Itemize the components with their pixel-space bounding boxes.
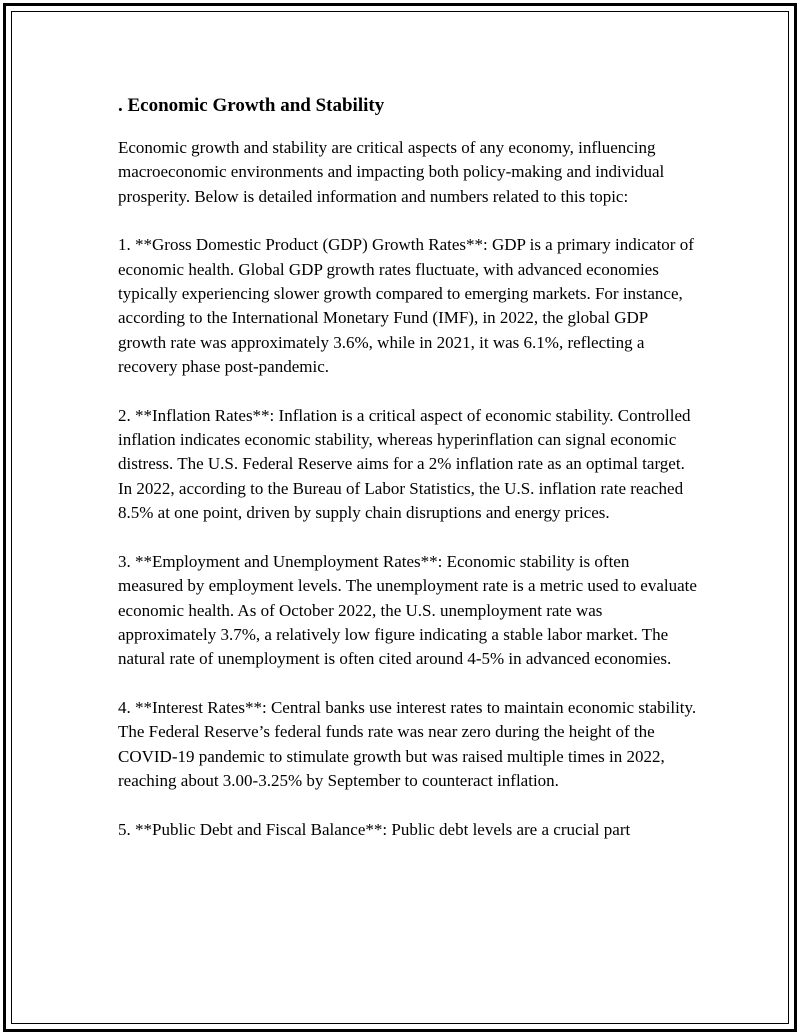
employment-paragraph: 3. **Employment and Unemployment Rates**: Economic stability is often measured by employment levels. The unemployment rate is a metric used to evaluate economic health. As of October 2022, the U.S. unemployment rate was approximately 3.7%, a relatively low figure indicating a stable labor market. The natural rate of unemployment is often cited around 4-5% in advanced economies. bbox=[118, 551, 697, 669]
inflation-paragraph: 2. **Inflation Rates**: Inflation is a critical aspect of economic stability. Controlled inflation indicates economic stability, whereas hyperinflation can signal economic distress. The U.S. Federal Reserve aims for a 2% inflation rate as an optimal target. In 2022, according to the Bureau of Labor Statistics, the U.S. inflation rate reached 8.5% at one point, driven by supply chain disruptions and energy prices. bbox=[118, 405, 691, 523]
interest-rates-paragraph: 4. **Interest Rates**: Central banks use interest rates to maintain economic stability. The Federal Reserve’s federal funds rate was near zero during the height of the COVID-19 pandemic to stimulate growth but was raised multiple times in 2022, reaching about 3.00-3.25% by September to counteract inflation. bbox=[118, 698, 697, 790]
section-heading: . Economic Growth and Stability bbox=[118, 95, 385, 116]
public-debt-paragraph: 5. **Public Debt and Fiscal Balance**: Public debt levels are a crucial part bbox=[118, 819, 631, 839]
intro-paragraph: Economic growth and stability are critical aspects of any economy, influencing macroeconomic environments and impacting both policy-making and individual prosperity. Below is detailed information and numbers related to this topic: bbox=[118, 138, 665, 206]
gdp-paragraph: 1. **Gross Domestic Product (GDP) Growth Rates**: GDP is a primary indicator of economic health. Global GDP growth rates fluctuate, with advanced economies typically experiencing slower growth compared to emerging markets. For instance, according to the International Monetary Fund (IMF), in 2022, the global GDP growth rate was approximately 3.6%, while in 2021, it was 6.1%, reflecting a recovery phase post-pandemic. bbox=[118, 235, 694, 376]
document-body bbox=[118, 94, 698, 867]
